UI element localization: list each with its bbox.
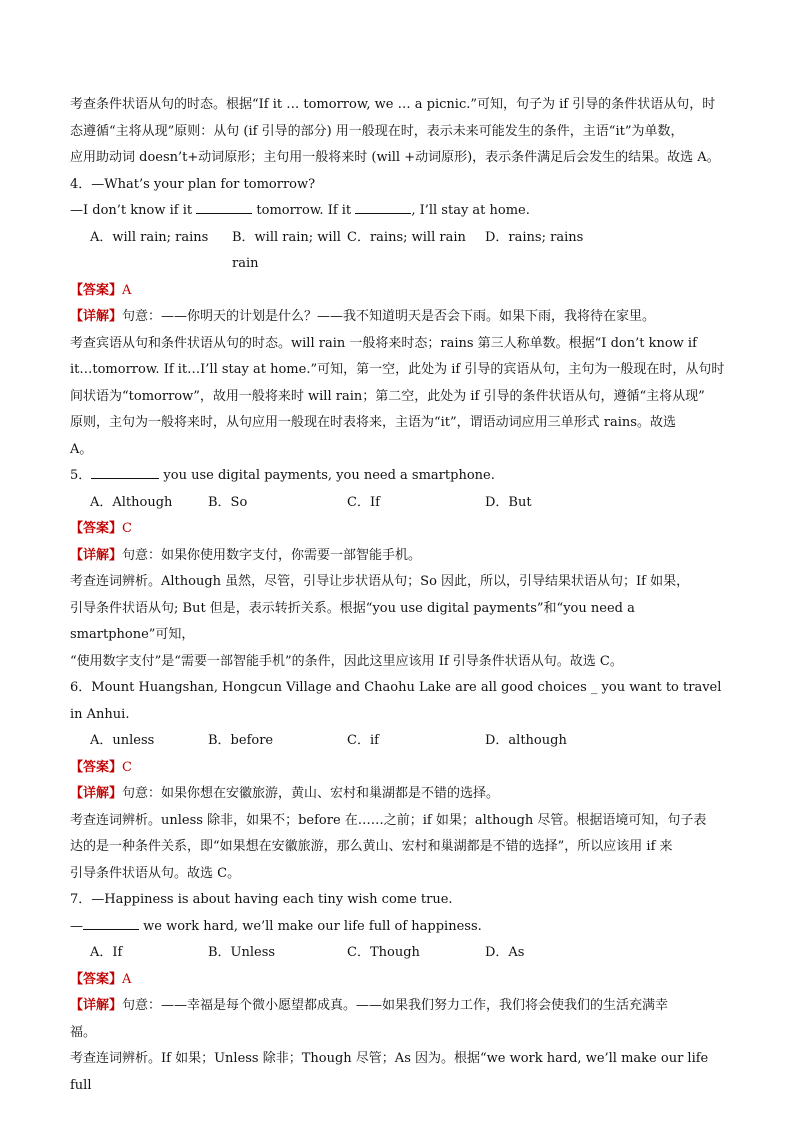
detail-4-line-1 [70, 304, 730, 331]
question-5-text: you use digital payments, you need a smartphone. [163, 468, 495, 483]
question-4-text-c: , I’ll stay at home. [411, 203, 530, 218]
question-4-line-1: 4．—What’s your plan for tomorrow? [70, 176, 316, 192]
blank-1 [196, 201, 252, 214]
option-d: D．although [485, 733, 567, 748]
intro-line-1: 考查条件状语从句的时态。根据“If it … tomorrow, we … a picnic.”可知，句子为 if 引导的条件状语从句，时 [70, 97, 716, 112]
blank-1 [83, 917, 139, 930]
detail-5-line-2: 考查连词辨析。Although 虽然，尽管，引导让步状语从句；So 因此，所以，引导结果状语从句；If 如果， [70, 574, 690, 589]
detail-text: 句意：如果你使用数字支付，你需要一部智能手机。 [122, 547, 422, 563]
detail-7-line-2: 福。 [70, 1024, 97, 1040]
detail-tag: 【详解】 [70, 309, 123, 324]
answer-tag: 【答案】 [70, 759, 123, 775]
detail-5-line-4: “使用数字支付”是“需要一部智能手机”的条件，因此这里应该用 If 引导条件状语从句。故选 C。 [70, 653, 623, 669]
answer-5 [70, 516, 730, 543]
detail-4-line-4: 间状语为“tomorrow”，故用一般将来时 will rain；第二空，此处为 if 引导的条件状语从句，遵循“主将从现” [70, 388, 705, 404]
document-page [70, 92, 730, 1099]
detail-6-line-2: 考查连词辨析。unless 除非，如果不；before 在……之前；if 如果；although 尽管。根据语境可知，句子表 [70, 812, 707, 828]
option-d: D．As [485, 945, 525, 960]
option-a: A．unless [90, 733, 155, 748]
question-4-text-a: —I don’t know if it [70, 203, 193, 218]
question-4-line-2 [70, 198, 730, 225]
answer-tag: 【答案】 [70, 282, 123, 298]
question-5-line-1 [70, 463, 730, 490]
question-5-options [70, 490, 730, 517]
detail-text: 句意：——你明天的计划是什么？——我不知道明天是否会下雨。如果下雨，我将待在家里。 [122, 309, 656, 324]
detail-4-line-5: 原则，主句为一般将来时，从句应用一般现在时表将来，主语为“it”，谓语动词应用三单形式 rains。故选 [70, 415, 676, 430]
answer-value: A [122, 971, 132, 987]
option-b: B．will rain; will rain [232, 229, 341, 271]
detail-tag: 【详解】 [70, 786, 123, 801]
answer-6 [70, 755, 730, 782]
detail-5-line-1 [70, 543, 730, 570]
detail-4-line-6: A。 [70, 441, 93, 457]
detail-4-line-2: 考查宾语从句和条件状语从句的时态。will rain 一般将来时态；rains 第三人称单数。根据“I don’t know if [70, 335, 697, 351]
question-7-line-2: — we work hard, we’ll make our life full of happiness. [70, 918, 482, 934]
intro-line-3: 应用助动词 doesn’t+动词原形；主句用一般将来时 (will +动词原形)，表示条件满足后会发生的结果。故选 A。 [70, 150, 720, 165]
detail-text: 句意：——幸福是每个微小愿望都成真。——如果我们努力工作，我们将会使我们的生活充满幸 [122, 998, 669, 1013]
detail-6-line-4: 引导条件状语从句。故选 C。 [70, 865, 241, 881]
question-6-line-1: 6．Mount Huangshan, Hongcun Village and Chaohu Lake are all good choices _ you want to travel in Anhui. [70, 680, 722, 722]
option-d: D．But [485, 494, 532, 510]
answer-tag: 【答案】 [70, 521, 123, 536]
answer-value: C [122, 759, 132, 775]
option-c: C．Though [347, 945, 420, 960]
answer-value: C [122, 521, 132, 536]
option-d: D．rains; rains [485, 229, 584, 245]
option-a: A．Although [90, 494, 173, 510]
option-b: B．So [208, 494, 248, 510]
detail-6-line-3: 达的是一种条件关系，即“如果想在安徽旅游，那么黄山、宏村和巢湖都是不错的选择”，所以应该用 if 来 [70, 839, 673, 854]
option-c: C．if [347, 733, 379, 748]
question-4-options [70, 225, 730, 278]
option-c: C．rains; will rain [347, 229, 466, 245]
intro-line-2: 态遵循“主将从现”原则：从句 (if 引导的部分) 用一般现在时，表示未来可能发生的条件，主语“it”为单数， [70, 123, 684, 139]
question-6-options [70, 728, 730, 755]
detail-text: 句意：如果你想在安徽旅游，黄山、宏村和巢湖都是不错的选择。 [122, 786, 500, 801]
question-7-line-1: 7．—Happiness is about having each tiny wish come true. [70, 892, 453, 907]
detail-4-line-3: it…tomorrow. If it…I’ll stay at home.”可知，第一空，此处为 if 引导的宾语从句，主句为一般现在时，从句时 [70, 362, 725, 377]
detail-7-line-1 [70, 993, 730, 1020]
option-a: A．will rain; rains [90, 229, 209, 245]
answer-4 [70, 278, 730, 305]
answer-value: A [122, 282, 132, 298]
question-4-text-b: tomorrow. If it [256, 203, 352, 218]
question-5-number: 5． [70, 468, 92, 483]
blank-1 [91, 466, 159, 479]
detail-5-line-3: 引导条件状语从句; But 但是，表示转折关系。根据“you use digital payments”和“you need a smartphone”可知， [70, 600, 635, 642]
answer-7 [70, 967, 730, 994]
question-7-text: we work hard, we’ll make our life full of happiness. [143, 918, 482, 934]
detail-tag: 【详解】 [70, 998, 123, 1013]
answer-tag: 【答案】 [70, 971, 123, 987]
question-7-options [70, 940, 730, 967]
detail-tag: 【详解】 [70, 547, 123, 563]
blank-2 [355, 201, 411, 214]
detail-7-line-3: 考查连词辨析。If 如果；Unless 除非；Though 尽管；As 因为。根据“we work hard, we’ll make our life full [70, 1051, 709, 1093]
detail-6-line-1 [70, 781, 730, 808]
option-b: B．before [208, 733, 274, 748]
option-b: B．Unless [208, 945, 276, 960]
option-c: C．If [347, 494, 380, 510]
option-a: A．If [90, 945, 123, 960]
